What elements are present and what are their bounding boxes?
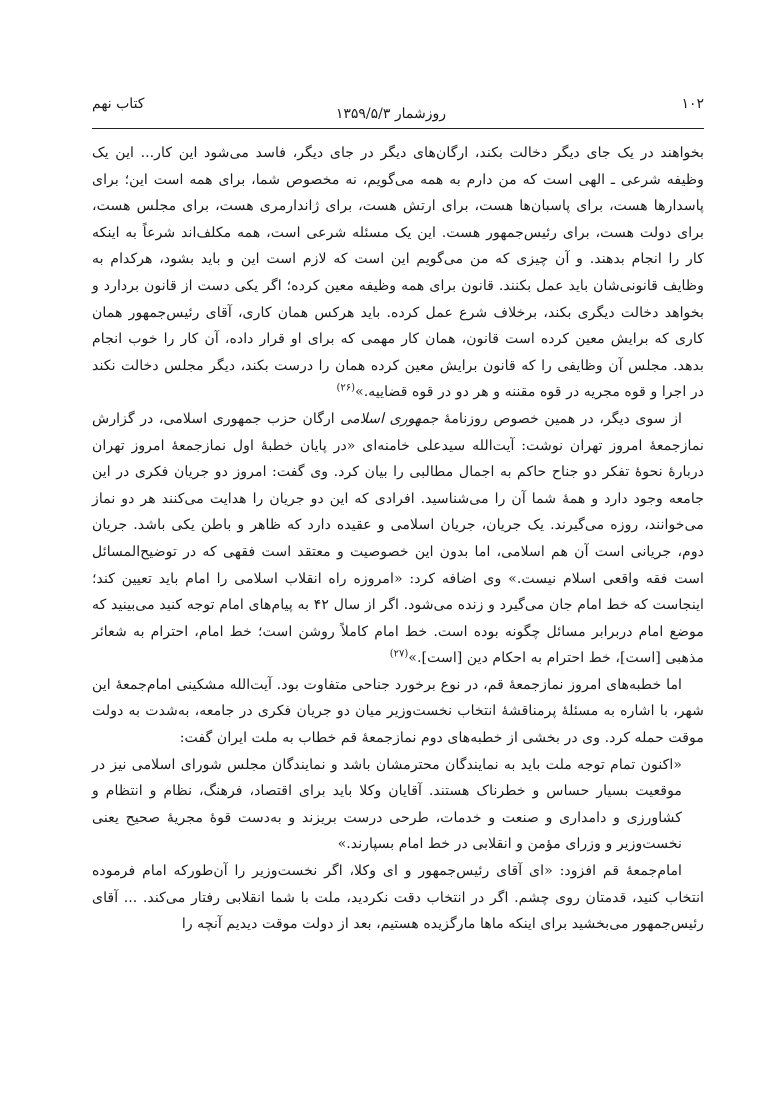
paragraph-imam-juma-remarks: امام‌جمعهٔ قم افزود: «ای آقای رئیس‌جمهور و ای وکلا، اگر نخست‌وزیر را آن‌طورکه امام فرموده انتخاب کنید، قدمتان روی چشم. اگر در انتخاب دقت نکردید، ملت با شما انقلابی رفتار می‌کند. ... آقای رئیس‌جمهور می‌بخشید برای اینکه ماها مارگزیده هستیم، بعد از دولت موقت دیدیم آنچه را — [92, 863, 704, 933]
paragraph-qom-sermons: اما خطبه‌های امروز نمازجمعهٔ قم، در نوع برخورد جناحی متفاوت بود. آیت‌الله مشکینی امام‌جمعهٔ این شهر، با اشاره به مسئلهٔ پرمناقشهٔ انتخاب نخست‌وزیر میان دو جریان فکری در جامعه، به‌شدت به دولت موقت حمله کرد. وی در بخشی از خطبه‌های دوم نمازجمعهٔ قم خطاب به ملت ایران گفت: — [92, 676, 704, 747]
footnote-marker: (۲۷) — [389, 648, 409, 660]
page-number: ۱۰۲ — [681, 96, 704, 112]
paragraph-text-start: از سوی دیگر، در همین خصوص روزنامهٔ — [438, 410, 683, 427]
running-title: روزشمار ۱۳۵۹/۵/۳ — [335, 106, 446, 122]
header-divider — [92, 128, 704, 129]
newspaper-title: جمهوری اسلامی — [340, 410, 439, 427]
paragraph-khamenei-report — [92, 406, 704, 672]
paragraph-text-rest: ارگان حزب جمهوری اسلامی، در گزارش نمازجمعهٔ امروز تهران نوشت: آیت‌الله سیدعلی خامنه‌ای «در پایان خطبهٔ اول نمازجمعهٔ امروز تهران دربارهٔ نحوهٔ تفکر دو جناح حاکم به اجمال مطالبی را بیان کرد. وی گفت: امروز دو جریان فکری در این جامعه وجود دارد و همهٔ شما آن را می‌شناسید. افرادی که این دو جریان را هدایت می‌کنند هر دو نماز می‌خوانند، روزه می‌گیرند. یک جریان، جریان اسلامی و عقیده دارد که ظاهر و باطن یکی باشد. جریان دوم، جریانی است آن هم اسلامی، اما بدون این خصوصیت و معتقد است فقهی که در توضیح‌المسائل است فقه واقعی اسلام نیست.» وی اضافه کرد: «امروزه راه انقلاب اسلامی را امام باید تعیین کند؛ اینجاست که خط امام جان می‌گیرد و زنده می‌شود. اگر از سال ۴۲ به پیام‌های امام توجه کنید می‌بینید که موضع امام دربرابر مسائل چگونه بوده است. خط امام کاملاً روشن است؛ خط امام، احترام به شعائر مذهبی [است]، خط احترام به احکام دین [است].» — [92, 410, 704, 667]
page-header — [92, 96, 704, 128]
paragraph-text: بخواهند در یک جای دیگر دخالت بکند، ارگان‌های دیگر در جای دیگر، فاسد می‌شود این کار... این یک وظیفه شرعی ـ الهی است که من دارم به همه می‌گویم، نه مخصوص شما، برای همه است این؛ برای پاسدارها هست، برای پاسبان‌ها هست، برای ارتش هست، برای ژاندارمری هست، برای مجلس هست، برای دولت هست، برای رئیس‌جمهور هست. این یک مسئله شرعی است، همه مکلف‌اند شرعاً به اینکه کار را انجام بدهند. و آن چیزی که من می‌گویم این است که لازم است این و باید بشود، هرکدام به وظایف قانونی‌شان باید عمل بکنند. قانون برای همه وظیفه معین کرده؛ اگر یکی دست از قانون بردارد و بخواهد دخالت دیگری بکند، برخلاف شرع عمل کرده. باید هرکس همان کاری، آقای رئیس‌جمهور همان کاری که برایش معین کرده است قانون، همان کار مهمی که برای او قرار داده، آن کار را خوب انجام بدهد. مجلس آن وظایفی را که قانون برایش معین کرده همان را درست بکند، دیگر مجلس دخالت نکند در اجرا و قوه مجریه در قوه مقننه و هر دو در قوه قضاییه.» — [92, 145, 704, 401]
footnote-marker: (۲۶) — [336, 382, 356, 394]
quote-block: «اکنون تمام توجه ملت باید به نمایندگان محترمشان باشد و نمایندگان مجلس شورای اسلامی نیز در موقعیت بسیار حساس و خطرناک هستند. آقایان وکلا باید برای اقتصاد، فرهنگ، نظام و انتظام و کشاورزی و دامداری و صنعت و خدمات، طرحی درست بریزند و به‌دست قوهٔ مجریهٔ صحیح یعنی نخست‌وزیر و وزرای مؤمن و انقلابی در خط امام بسپارند.» — [92, 756, 682, 853]
book-title: کتاب نهم — [92, 96, 145, 112]
page-body — [92, 140, 704, 938]
paragraph-continuation — [92, 140, 704, 406]
